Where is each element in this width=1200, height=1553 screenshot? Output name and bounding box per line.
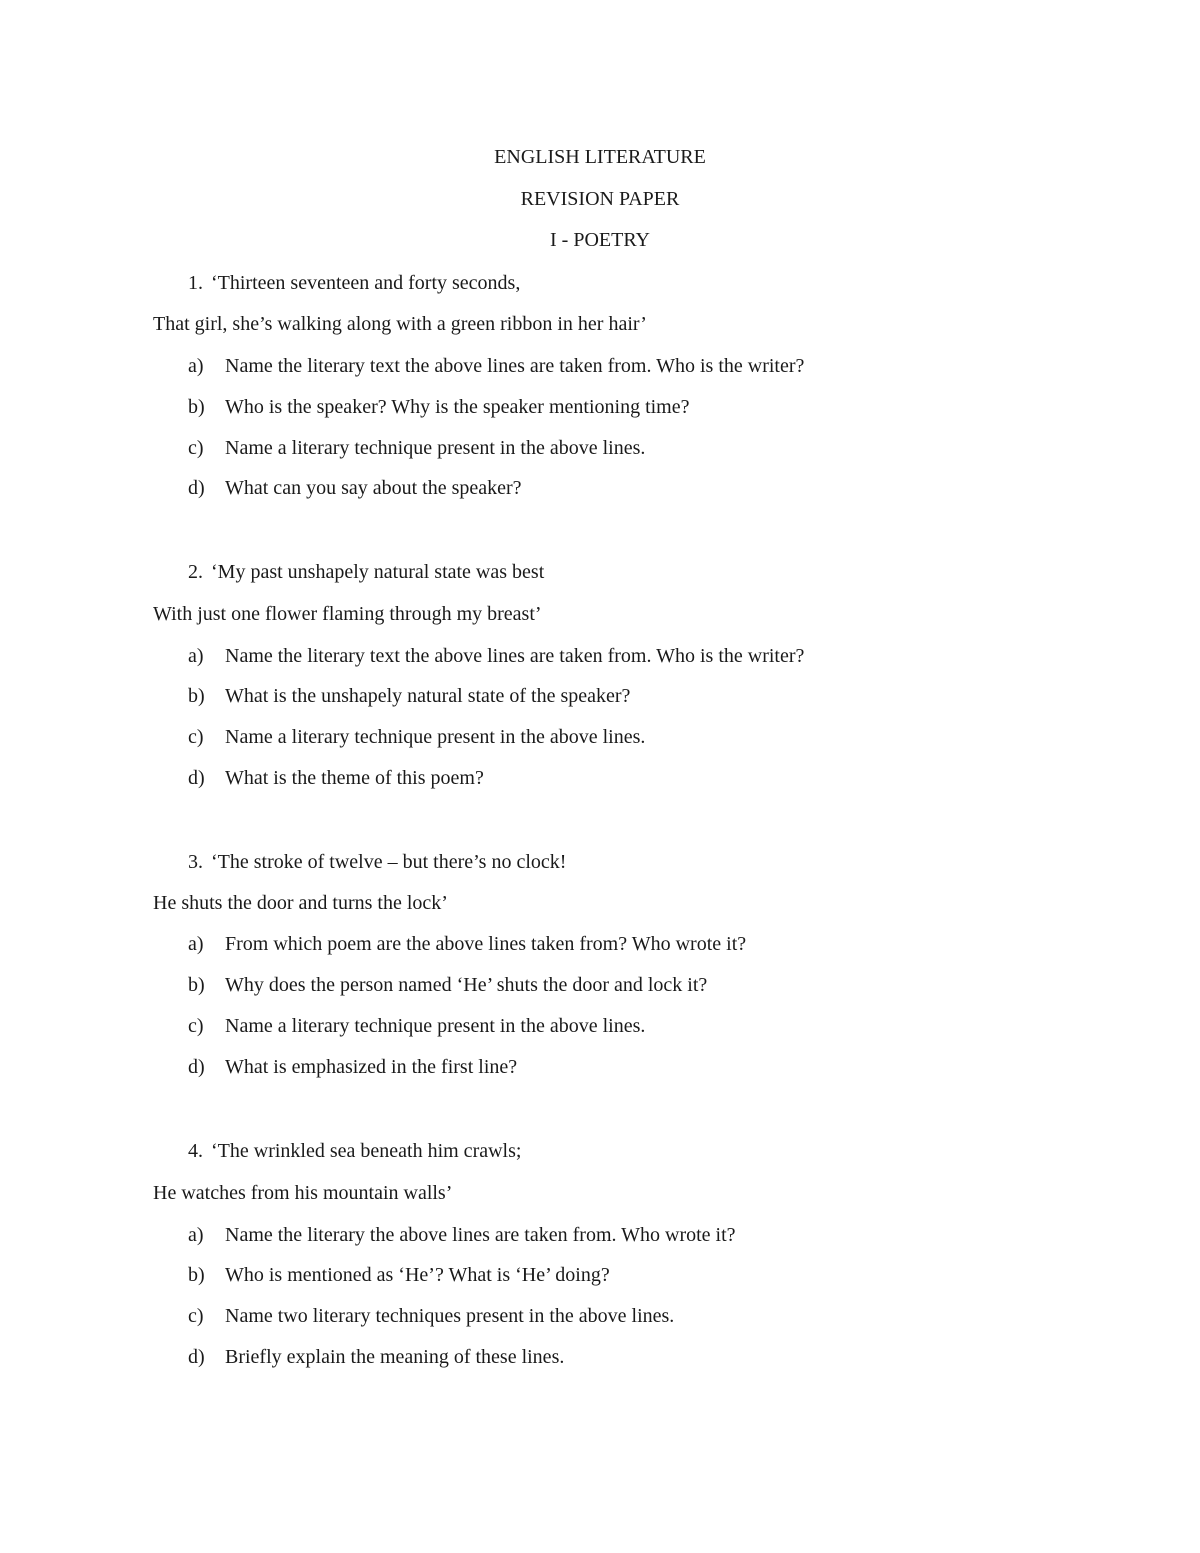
part-label: a) xyxy=(188,355,204,377)
quote-line-1: ‘The stroke of twelve – but there’s no clock! xyxy=(211,851,567,873)
document-subtitle: REVISION PAPER xyxy=(520,188,680,210)
quote-line-1: ‘Thirteen seventeen and forty seconds, xyxy=(211,272,521,294)
part-label: d) xyxy=(188,477,205,499)
part-text: Name a literary technique present in the above lines. xyxy=(225,1015,646,1037)
part-text: What is the theme of this poem? xyxy=(225,767,484,789)
part-label: c) xyxy=(188,726,204,748)
quote-line-2: He watches from his mountain walls’ xyxy=(153,1182,453,1204)
part-text: From which poem are the above lines taken from? Who wrote it? xyxy=(225,933,747,955)
part-label: a) xyxy=(188,645,204,667)
part-label: c) xyxy=(188,1305,204,1327)
question-number: 3. xyxy=(188,851,203,873)
part-text: What is the unshapely natural state of the speaker? xyxy=(225,685,631,707)
part-text: Name the literary text the above lines are taken from. Who is the writer? xyxy=(225,355,805,377)
part-label: c) xyxy=(188,1015,204,1037)
part-text: What is emphasized in the first line? xyxy=(225,1056,518,1078)
part-text: Who is the speaker? Why is the speaker mentioning time? xyxy=(225,396,690,418)
part-label: c) xyxy=(188,437,204,459)
part-label: a) xyxy=(188,933,204,955)
part-text: Name a literary technique present in the above lines. xyxy=(225,726,646,748)
quote-line-2: With just one flower flaming through my breast’ xyxy=(153,603,542,625)
section-heading: I - POETRY xyxy=(550,229,650,251)
part-text: Who is mentioned as ‘He’? What is ‘He’ doing? xyxy=(225,1264,610,1286)
question-number: 1. xyxy=(188,272,203,294)
part-label: a) xyxy=(188,1224,204,1246)
part-text: Why does the person named ‘He’ shuts the door and lock it? xyxy=(225,974,708,996)
quote-line-2: That girl, she’s walking along with a green ribbon in her hair’ xyxy=(153,313,647,335)
part-label: d) xyxy=(188,1056,205,1078)
part-label: b) xyxy=(188,1264,205,1286)
part-label: b) xyxy=(188,396,205,418)
quote-line-1: ‘The wrinkled sea beneath him crawls; xyxy=(211,1140,522,1162)
part-text: Name the literary text the above lines are taken from. Who is the writer? xyxy=(225,645,805,667)
quote-line-1: ‘My past unshapely natural state was best xyxy=(211,561,545,583)
quote-line-2: He shuts the door and turns the lock’ xyxy=(153,892,448,914)
part-text: Name a literary technique present in the above lines. xyxy=(225,437,646,459)
part-label: d) xyxy=(188,767,205,789)
question-number: 4. xyxy=(188,1140,203,1162)
part-text: What can you say about the speaker? xyxy=(225,477,522,499)
part-label: b) xyxy=(188,974,205,996)
question-number: 2. xyxy=(188,561,203,583)
part-text: Briefly explain the meaning of these lines. xyxy=(225,1346,565,1368)
part-label: b) xyxy=(188,685,205,707)
part-text: Name the literary the above lines are taken from. Who wrote it? xyxy=(225,1224,736,1246)
document-title: ENGLISH LITERATURE xyxy=(494,146,706,168)
part-label: d) xyxy=(188,1346,205,1368)
part-text: Name two literary techniques present in the above lines. xyxy=(225,1305,675,1327)
